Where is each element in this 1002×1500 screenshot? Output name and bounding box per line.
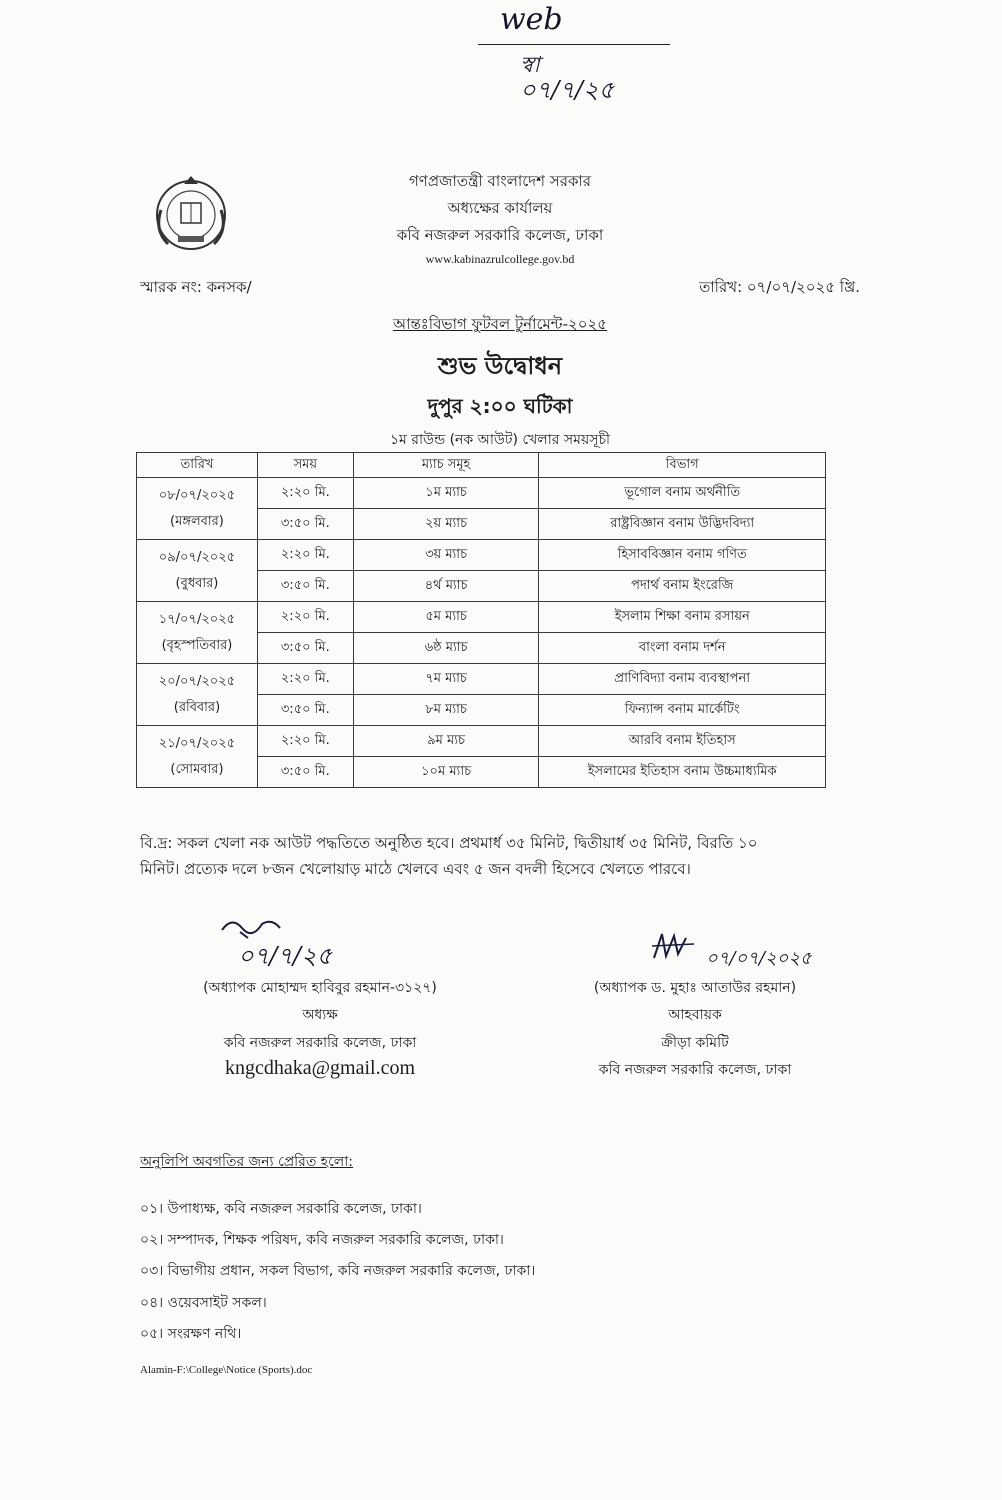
header-date: তারিখ xyxy=(137,453,258,478)
cc-heading: অনুলিপি অবগতির জন্য প্রেরিত হলো: xyxy=(140,1154,354,1170)
day-value: (মঙ্গলবার) xyxy=(170,513,224,529)
left-signatory-role: অধ্যক্ষ xyxy=(302,1007,338,1023)
college-seal-logo xyxy=(148,170,234,256)
department-cell: প্রাণিবিদ্যা বনাম ব্যবস্থাপনা xyxy=(539,664,826,695)
time-cell: ২:২০ মি. xyxy=(257,726,353,757)
memo-date: তারিখ: ০৭/০৭/২০২৫ খ্রি. xyxy=(699,278,860,296)
match-cell: ৪র্থ ম্যাচ xyxy=(353,571,539,602)
day-value: (রবিবার) xyxy=(173,699,221,715)
match-cell: ২য় ম্যাচ xyxy=(353,509,539,540)
department-cell: রাষ্ট্রবিজ্ঞান বনাম উদ্ভিদবিদ্যা xyxy=(539,509,826,540)
time-cell: ৩:৫০ মি. xyxy=(257,633,353,664)
left-signatory-email: kngcdhaka@gmail.com xyxy=(224,1057,416,1079)
left-signatory-org: কবি নজরুল সরকারি কলেজ, ঢাকা xyxy=(223,1035,417,1051)
department-cell: বাংলা বনাম দর্শন xyxy=(539,633,826,664)
right-signatory-org: কবি নজরুল সরকারি কলেজ, ঢাকা xyxy=(598,1062,792,1078)
time-cell: ২:২০ মি. xyxy=(257,540,353,571)
match-cell: ৯ম ম্যচ xyxy=(353,726,539,757)
header-office: অধ্যক্ষের কার্যালয় xyxy=(447,199,553,217)
header-website: www.kabinazrulcollege.gov.bd xyxy=(425,252,575,266)
list-item: ০১। উপাধ্যক্ষ, কবি নজরুল সরকারি কলেজ, ঢাকা। xyxy=(140,1201,422,1217)
date-cell xyxy=(137,540,258,602)
header-department: বিভাগ xyxy=(539,453,826,478)
day-value: (বৃহস্পতিবার) xyxy=(161,637,233,653)
department-cell: আরবি বনাম ইতিহাস xyxy=(539,726,826,757)
date-cell xyxy=(137,726,258,788)
department-cell: ফিন্যান্স বনাম মার্কেটিং xyxy=(539,695,826,726)
time-cell: ৩:৫০ মি. xyxy=(257,571,353,602)
tournament-title: আন্তঃবিভাগ ফুটবল টুর্নামেন্ট-২০২৫ xyxy=(392,315,608,333)
right-signatory-committee: ক্রীড়া কমিটি xyxy=(661,1035,729,1051)
time-cell: ৩:৫০ মি. xyxy=(257,757,353,788)
right-signature-mark xyxy=(650,930,710,968)
department-cell: ইসলামের ইতিহাস বনাম উচ্চমাধ্যমিক xyxy=(539,757,826,788)
time-cell: ৩:৫০ মি. xyxy=(257,509,353,540)
department-cell: ভূগোল বনাম অর্থনীতি xyxy=(539,478,826,509)
header-govt: গণপ্রজাতন্ত্রী বাংলাদেশ সরকার xyxy=(408,172,592,190)
table-row xyxy=(137,478,826,509)
department-cell: পদার্থ বনাম ইংরেজি xyxy=(539,571,826,602)
right-signature-date: ০৭/০৭/২০২৫ xyxy=(706,948,812,969)
table-header-row xyxy=(137,453,826,478)
date-value: ০৯/০৭/২০২৫ xyxy=(158,549,236,565)
day-value: (সোমবার) xyxy=(170,761,224,777)
match-cell: ৭ম ম্যাচ xyxy=(353,664,539,695)
date-cell xyxy=(137,664,258,726)
file-path-footer: Alamin-F:\College\Notice (Sports).doc xyxy=(140,1364,313,1376)
date-value: ২১/০৭/২০২৫ xyxy=(158,735,236,751)
time-cell: ৩:৫০ মি. xyxy=(257,695,353,726)
opening-title: শুভ উদ্বোধন xyxy=(437,352,563,380)
right-signatory-role: আহবায়ক xyxy=(668,1007,722,1023)
right-signatory-name: (অধ্যাপক ড. মুহাঃ আতাউর রহমান) xyxy=(593,980,797,996)
header-time: সময় xyxy=(257,453,353,478)
left-signatory-name: (অধ্যাপক মোহাম্মদ হাবিবুর রহমান-৩১২৭) xyxy=(203,980,437,996)
table-row xyxy=(137,664,826,695)
time-cell: ২:২০ মি. xyxy=(257,478,353,509)
list-item: ০৫। সংরক্ষণ নথি। xyxy=(140,1326,242,1342)
schedule-table xyxy=(136,452,826,788)
time-cell: ২:২০ মি. xyxy=(257,602,353,633)
date-value: ০৮/০৭/২০২৫ xyxy=(158,487,236,503)
handwritten-web-note: web xyxy=(500,2,563,37)
match-cell: ১০ম ম্যাচ xyxy=(353,757,539,788)
date-value: ২০/০৭/২০২৫ xyxy=(158,673,236,689)
table-row xyxy=(137,540,826,571)
match-cell: ১ম ম্যাচ xyxy=(353,478,539,509)
top-note-underline xyxy=(478,44,670,45)
date-value: ১৭/০৭/২০২৫ xyxy=(158,611,236,627)
match-cell: ৫ম ম্যাচ xyxy=(353,602,539,633)
match-cell: ৮ম ম্যাচ xyxy=(353,695,539,726)
header-college: কবি নজরুল সরকারি কলেজ, ঢাকা xyxy=(396,226,604,244)
day-value: (বুধবার) xyxy=(175,575,219,591)
time-cell: ২:২০ মি. xyxy=(257,664,353,695)
date-cell xyxy=(137,478,258,540)
left-signature-date: ০৭/৭/২৫ xyxy=(238,942,333,970)
note-line-1: বি.দ্র: সকল খেলা নক আউট পদ্ধতিতে অনুষ্ঠিত হবে। প্রথমার্ধ ৩৫ মিনিট, দ্বিতীয়ার্ধ ৩৫ মিনিট, বিরতি ১০ xyxy=(140,834,758,852)
schedule-subtitle: ১ম রাউন্ড (নক আউট) খেলার সময়সূচী xyxy=(389,432,611,448)
list-item: ০৪। ওয়েবসাইট সকল। xyxy=(140,1295,267,1311)
list-item: ০৩। বিভাগীয় প্রধান, সকল বিভাগ, কবি নজরুল সরকারি কলেজ, ঢাকা। xyxy=(140,1263,536,1279)
handwritten-initials: স্বা xyxy=(520,53,540,78)
handwritten-date: ০৭/৭/২৫ xyxy=(520,76,615,104)
match-cell: ৩য় ম্যাচ xyxy=(353,540,539,571)
table-row xyxy=(137,726,826,757)
memo-ref: স্মারক নং: কনসক/ xyxy=(140,278,252,296)
table-row xyxy=(137,602,826,633)
date-cell xyxy=(137,602,258,664)
opening-time: দুপুর ২:০০ ঘটিকা xyxy=(427,394,573,418)
list-item: ০২। সম্পাদক, শিক্ষক পরিষদ, কবি নজরুল সরকারি কলেজ, ঢাকা। xyxy=(140,1232,504,1248)
note-line-2: মিনিট। প্রত্যেক দলে ৮জন খেলোয়াড় মাঠে খেলবে এবং ৫ জন বদলী হিসেবে খেলতে পারবে। xyxy=(140,860,691,878)
match-cell: ৬ষ্ঠ ম্যাচ xyxy=(353,633,539,664)
header-matches: ম্যাচ সমূহ xyxy=(353,453,539,478)
department-cell: হিসাববিজ্ঞান বনাম গণিত xyxy=(539,540,826,571)
department-cell: ইসলাম শিক্ষা বনাম রসায়ন xyxy=(539,602,826,633)
